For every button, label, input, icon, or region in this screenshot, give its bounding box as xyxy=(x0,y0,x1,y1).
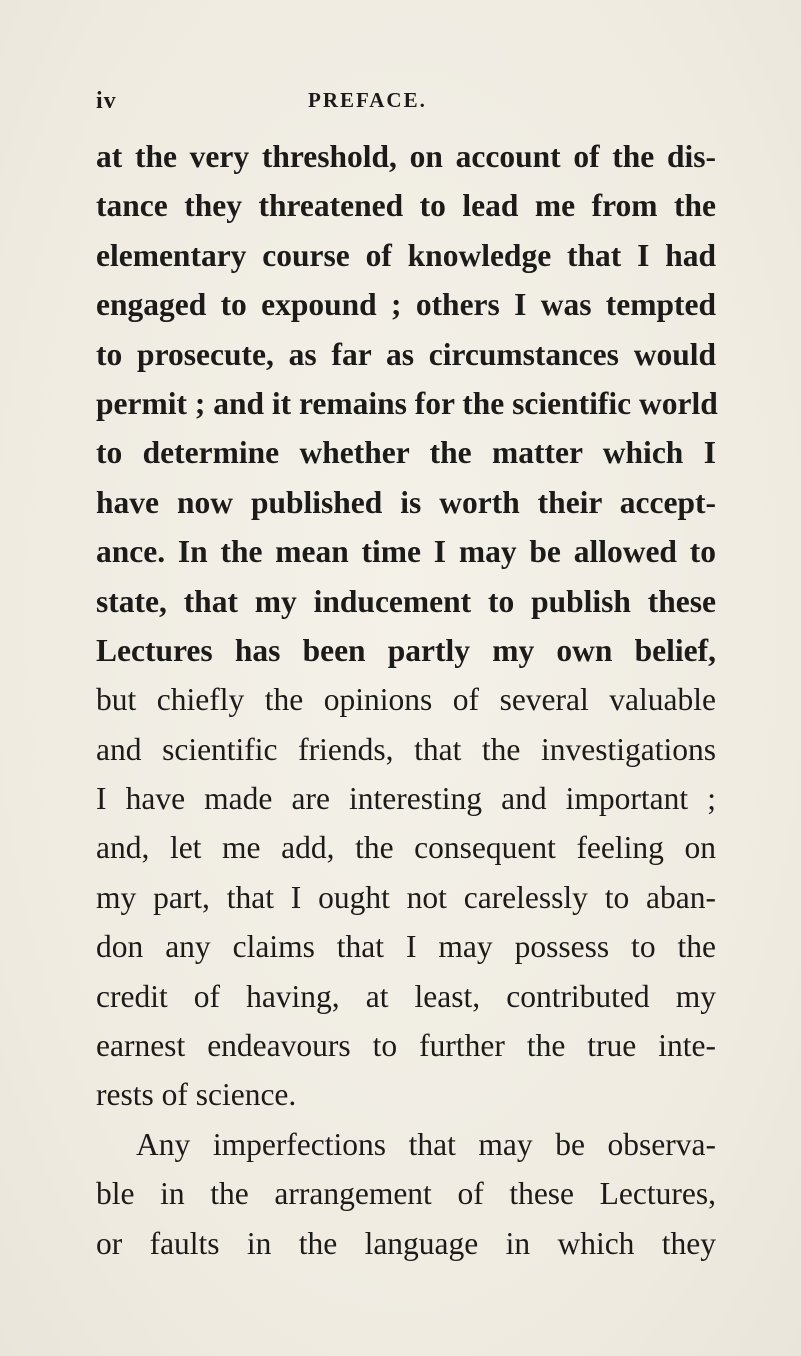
text-line: rests of science. xyxy=(96,1077,297,1113)
page-number: iv xyxy=(96,88,117,114)
text-line: state, that my inducement to publish these xyxy=(96,583,716,619)
text-line: don any claims that I may possess to the xyxy=(96,929,716,965)
text-line: ance. In the mean time I may be allowed to xyxy=(96,534,716,570)
text-line: my part, that I ought not carelessly to aban- xyxy=(96,879,716,915)
body-text xyxy=(96,132,716,1268)
text-line: ble in the arrangement of these Lectures, xyxy=(96,1176,716,1212)
text-line: and scientific friends, that the investigations xyxy=(96,731,716,767)
text-line: tance they threatened to lead me from the xyxy=(96,188,716,224)
text-line: to determine whether the matter which I xyxy=(96,435,716,471)
text-line: have now published is worth their accept- xyxy=(96,484,716,520)
text-line: elementary course of knowledge that I had xyxy=(96,237,716,273)
text-line: Any imperfections that may be observa- xyxy=(136,1126,716,1162)
running-head xyxy=(96,88,706,118)
text-line: at the very threshold, on account of the dis- xyxy=(96,139,716,174)
text-line: and, let me add, the consequent feeling on xyxy=(96,830,716,866)
text-line: permit ; and it remains for the scientific world xyxy=(96,385,718,421)
text-line: engaged to expound ; others I was tempted xyxy=(96,287,716,323)
text-line: Lectures has been partly my own belief, xyxy=(96,632,716,668)
text-line: to prosecute, as far as circumstances would xyxy=(96,336,716,372)
text-line: I have made are interesting and important ; xyxy=(96,781,716,817)
running-title: PREFACE. xyxy=(308,88,427,112)
text-line: credit of having, at least, contributed my xyxy=(96,978,716,1014)
text-line: but chiefly the opinions of several valuable xyxy=(96,682,716,718)
text-line: or faults in the language in which they xyxy=(96,1225,716,1261)
text-line: earnest endeavours to further the true inte- xyxy=(96,1028,716,1064)
